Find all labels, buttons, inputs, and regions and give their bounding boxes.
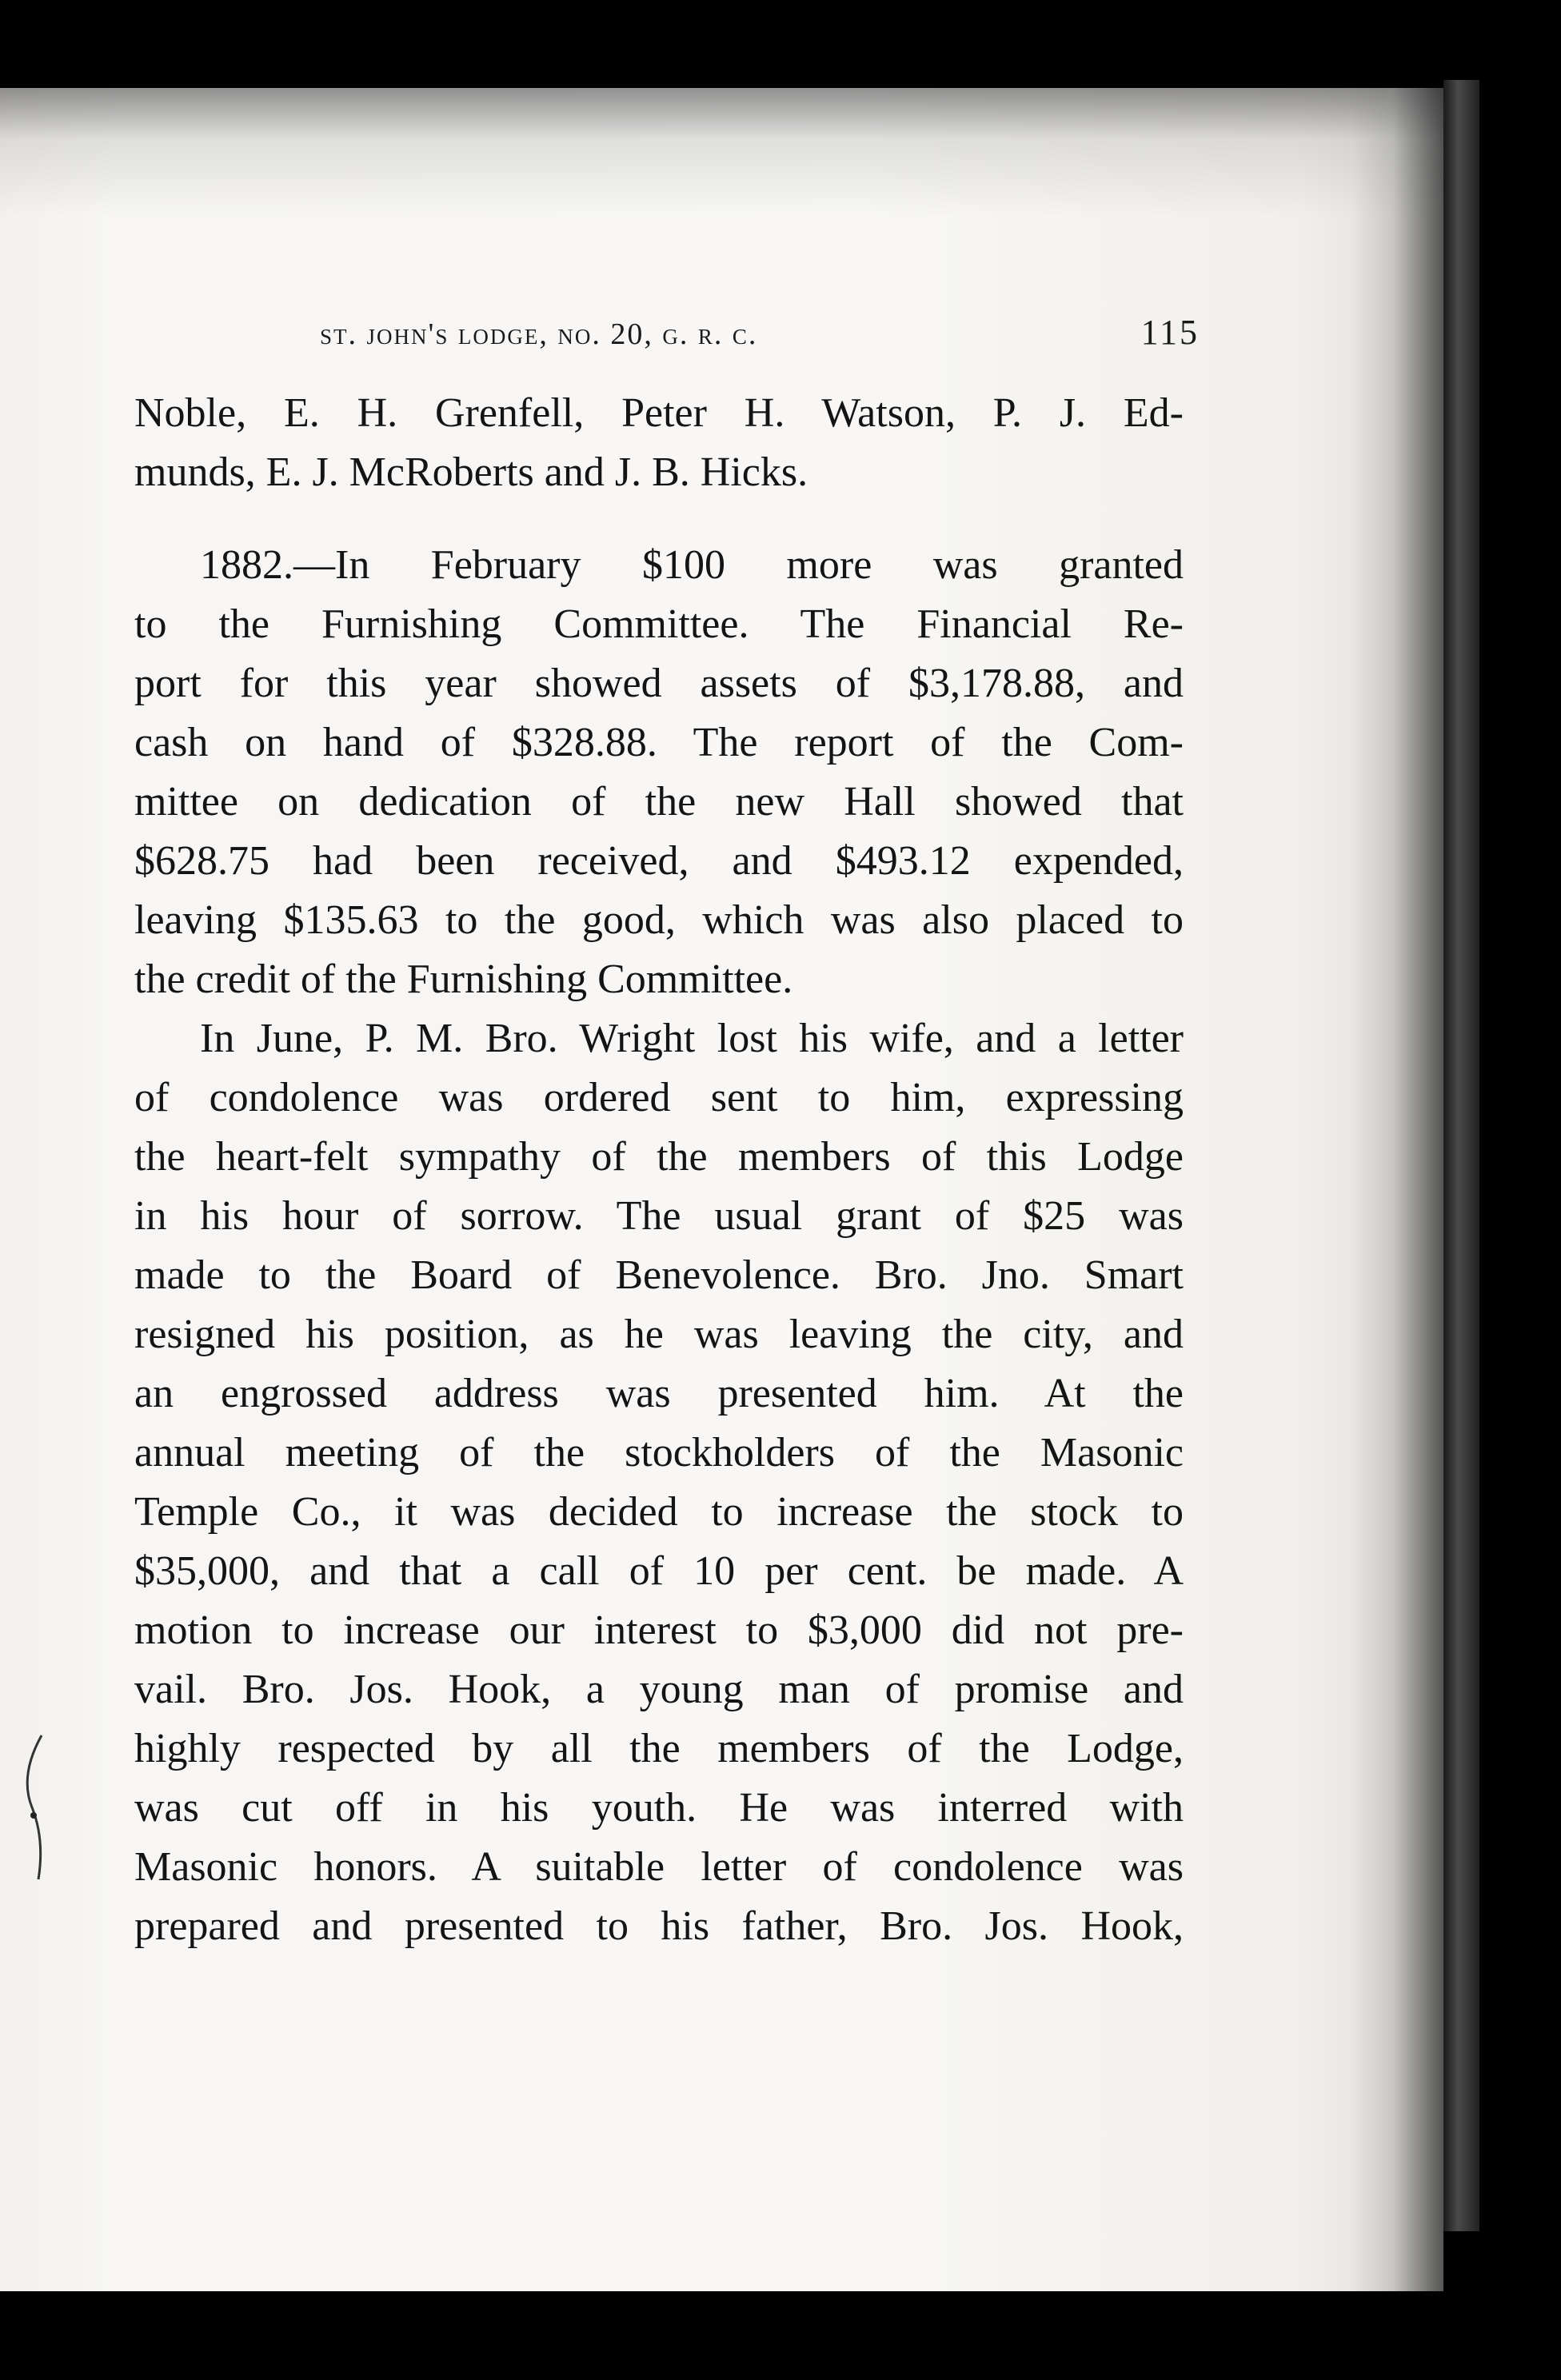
book-page: [0, 88, 1443, 2291]
page-binding-shadow: [1351, 88, 1443, 2291]
body-text: [134, 384, 1184, 1956]
text-line: made to the Board of Benevolence. Bro. Jno. Smart: [134, 1252, 1184, 1298]
text-line: $628.75 had been received, and $493.12 expended,: [134, 838, 1184, 884]
text-line: cash on hand of $328.88. The report of the Com-: [134, 720, 1184, 765]
margin-bracket-mark: [18, 1727, 50, 1887]
text-line: munds, E. J. McRoberts and J. B. Hicks.: [134, 449, 808, 495]
text-line: In June, P. M. Bro. Wright lost his wife, and a letter: [200, 1016, 1184, 1061]
text-line: Temple Co., it was decided to increase the stock to: [134, 1489, 1184, 1535]
text-line: 1882.—In February $100 more was granted: [200, 542, 1184, 588]
text-line: annual meeting of the stockholders of the Masonic: [134, 1430, 1184, 1476]
book-spine-edge: [1443, 80, 1479, 2231]
text-line: resigned his position, as he was leaving the city, and: [134, 1312, 1184, 1357]
text-line: prepared and presented to his father, Bro. Jos. Hook,: [134, 1903, 1184, 1949]
text-line: of condolence was ordered sent to him, expressing: [134, 1075, 1184, 1120]
page-top-shadow: [0, 88, 1443, 216]
text-line: Noble, E. H. Grenfell, Peter H. Watson, P. J. Ed-: [134, 390, 1184, 436]
text-line: an engrossed address was presented him. At the: [134, 1371, 1184, 1416]
text-line: leaving $135.63 to the good, which was also placed to: [134, 897, 1184, 943]
text-line: Masonic honors. A suitable letter of condolence was: [134, 1844, 1184, 1890]
text-line: mittee on dedication of the new Hall showed that: [134, 779, 1184, 825]
running-title: st. john's lodge, no. 20, g. r. c.: [320, 317, 758, 351]
text-line: to the Furnishing Committee. The Financial Re-: [134, 601, 1184, 647]
text-line: in his hour of sorrow. The usual grant of $25 was: [134, 1193, 1184, 1239]
running-head: [320, 312, 1200, 376]
text-line: highly respected by all the members of the Lodge,: [134, 1726, 1184, 1771]
paragraph-gap: [134, 502, 1184, 536]
text-line: motion to increase our interest to $3,000 did not pre-: [134, 1607, 1184, 1653]
text-line: port for this year showed assets of $3,178.88, and: [134, 661, 1184, 706]
text-line: was cut off in his youth. He was interred with: [134, 1785, 1184, 1831]
text-line: the credit of the Furnishing Committee.: [134, 956, 793, 1002]
text-line: the heart-felt sympathy of the members of this Lodge: [134, 1134, 1184, 1180]
text-line: $35,000, and that a call of 10 per cent. be made. A: [134, 1548, 1184, 1594]
page-number: 115: [1140, 313, 1200, 352]
text-line: vail. Bro. Jos. Hook, a young man of promise and: [134, 1667, 1184, 1712]
